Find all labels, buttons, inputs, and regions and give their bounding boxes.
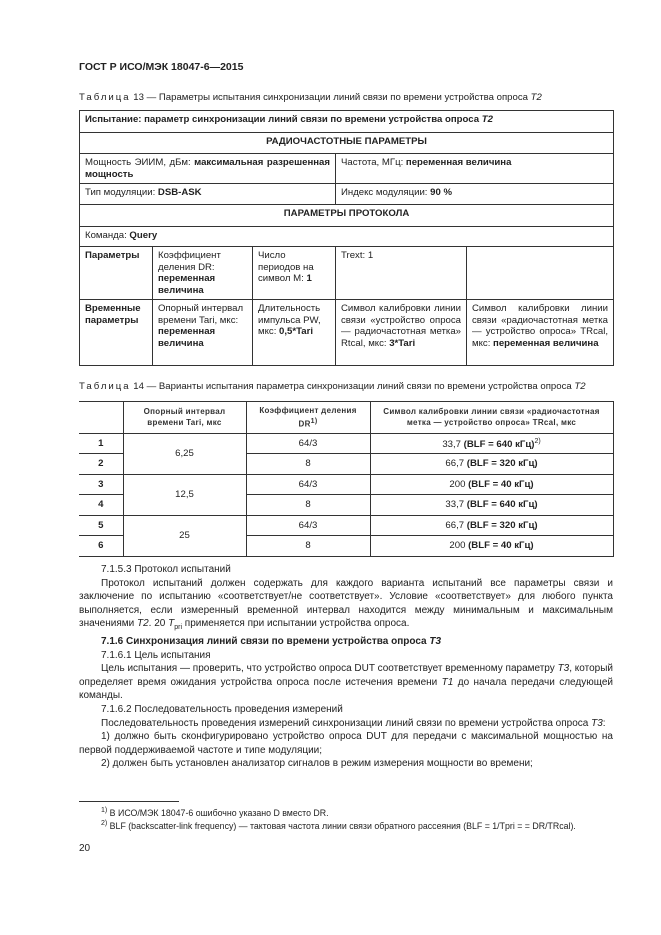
- text: Цель испытания — проверить, что устройство опроса DUT соответствует временному параметру: [101, 663, 558, 675]
- footnote-mark: 2): [101, 820, 108, 827]
- value: Query: [129, 230, 158, 241]
- text: :: [602, 717, 606, 729]
- paragraph-sequence: [79, 717, 613, 731]
- label: Длительность импульса PW, мкс:: [258, 303, 321, 337]
- label: Параметры: [85, 250, 140, 261]
- dr-cell: 8: [246, 495, 370, 516]
- value: 90 %: [430, 187, 453, 198]
- label: Мощность ЭИИМ, дБм:: [85, 157, 195, 168]
- label: Символ калибровки линии связи «устройство опроса — радиочастотная метка» Rtcal, мкс:: [341, 303, 461, 349]
- modulation-cell: [80, 184, 336, 205]
- m-cell: [253, 247, 336, 300]
- body-text: [79, 563, 613, 771]
- symbol: T2: [136, 618, 149, 630]
- caption-text: 13 — Параметры испытания синхронизации линий связи по времени устройства опроса: [130, 92, 531, 103]
- table-14-caption: [79, 381, 586, 392]
- subscript: pri: [174, 624, 183, 632]
- list-item-1: 1) должно быть сконфигурировано устройство опроса DUT для передачи с максимальной мощностью на первой поддерживаемой частоте и типе модуляции;: [79, 731, 613, 756]
- value: 3*Tari: [389, 337, 416, 349]
- blf-value: (BLF = 40 кГц): [468, 478, 534, 490]
- footnote-divider: [79, 801, 179, 802]
- value: максимальная разрешенная мощность: [85, 157, 330, 180]
- rf-header: РАДИОЧАСТОТНЫЕ ПАРАМЕТРЫ: [80, 133, 614, 154]
- header-text: Коэффициент деления DR: [259, 406, 357, 429]
- trcal-cell: [467, 300, 614, 366]
- timing-label: [80, 300, 153, 366]
- footnote-ref: 1): [310, 418, 318, 425]
- tari-cell: [153, 300, 253, 366]
- row-number: 3: [79, 474, 123, 495]
- tari-cell: 6,25: [123, 433, 246, 474]
- empty-cell: [467, 247, 614, 300]
- frequency-cell: [336, 154, 614, 184]
- trcal-value: 66,7: [445, 519, 467, 531]
- label: Опорный интервал времени Tari, мкс:: [158, 303, 244, 326]
- text: . 20: [148, 618, 169, 630]
- dr-cell: 8: [246, 454, 370, 475]
- dr-cell: [153, 247, 253, 300]
- value: переменная величина: [405, 157, 512, 168]
- label: Число периодов на символ M:: [258, 250, 314, 284]
- value: DSB-ASK: [157, 187, 202, 198]
- footnote-2: [79, 818, 613, 832]
- rtcal-cell: [336, 300, 467, 366]
- table-13: [79, 110, 614, 366]
- protocol-header: ПАРАМЕТРЫ ПРОТОКОЛА: [80, 205, 614, 227]
- table-13-caption: [79, 92, 542, 103]
- dr-cell: 64/3: [246, 474, 370, 495]
- symbol: T1: [441, 676, 454, 688]
- text: 7.1.6 Синхронизация линий связи по времени устройства опроса: [101, 635, 430, 647]
- dr-cell: 64/3: [246, 433, 370, 454]
- trcal-value: 200: [449, 540, 469, 552]
- page-number: 20: [79, 843, 91, 854]
- blf-value: (BLF = 640 кГц): [466, 499, 538, 511]
- table-row: [79, 474, 613, 495]
- dr-header: [246, 402, 370, 434]
- command-cell: [80, 227, 614, 247]
- blf-value: (BLF = 40 кГц): [468, 540, 534, 552]
- title-text: Испытание: параметр синхронизации линий связи по времени устройства опроса: [85, 114, 482, 125]
- value: 0,5*Tari: [279, 326, 313, 337]
- paragraph-purpose: [79, 662, 613, 703]
- blf-value: (BLF = 320 кГц): [466, 458, 538, 470]
- caption-symbol: T2: [530, 92, 542, 103]
- caption-prefix: Таблица: [79, 92, 131, 103]
- trcal-cell: [370, 515, 613, 536]
- label: Коэффициент деления DR:: [158, 250, 221, 273]
- row-number: 1: [79, 433, 123, 454]
- label: Частота, МГц:: [341, 157, 406, 168]
- test-title-cell: [80, 111, 614, 133]
- section-7-1-6-1-heading: 7.1.6.1 Цель испытания: [101, 649, 211, 661]
- caption-symbol: T2: [574, 381, 586, 392]
- value: 1: [306, 273, 312, 284]
- trcal-cell: [370, 536, 613, 557]
- text: применяется при испытании устройства опроса.: [182, 618, 410, 630]
- pw-cell: [253, 300, 336, 366]
- table-14: [79, 401, 614, 557]
- trcal-cell: [370, 454, 613, 475]
- tari-cell: 25: [123, 515, 246, 556]
- trcal-value: 200: [449, 478, 469, 490]
- symbol: T3: [557, 663, 570, 675]
- trcal-value: 66,7: [445, 458, 467, 470]
- trcal-header: Символ калибровки линии связи «радиочастотная метка — устройство опроса» TRcal, мкс: [370, 402, 613, 434]
- row-number: 4: [79, 495, 123, 516]
- title-symbol: T2: [481, 114, 493, 125]
- section-7-1-6-2-heading: 7.1.6.2 Последовательность проведения измерений: [101, 703, 343, 715]
- value: переменная величина: [493, 337, 599, 349]
- label: Временные параметры: [85, 303, 141, 326]
- dr-cell: 8: [246, 536, 370, 557]
- table-row: [79, 515, 613, 536]
- row-number: 6: [79, 536, 123, 557]
- document-header: ГОСТ Р ИСО/МЭК 18047-6—2015: [79, 61, 244, 73]
- section-7-1-5-3-heading: 7.1.5.3 Протокол испытаний: [101, 564, 231, 575]
- trcal-cell: [370, 474, 613, 495]
- label: Символ калибровки линии связи «радиочастотная метка — устройство опроса» TRcal, мкс:: [472, 303, 609, 349]
- label: Индекс модуляции:: [341, 187, 431, 198]
- value: переменная величина: [158, 273, 216, 296]
- tari-cell: 12,5: [123, 474, 246, 515]
- footnote-mark: 1): [101, 807, 108, 814]
- row-number: 2: [79, 454, 123, 475]
- value: переменная величина: [158, 326, 216, 349]
- trcal-cell: [370, 495, 613, 516]
- label: Тип модуляции:: [85, 187, 158, 198]
- symbol: T3: [429, 635, 442, 647]
- trcal-cell: [370, 433, 613, 454]
- caption-prefix: Таблица: [79, 381, 131, 392]
- params-label: [80, 247, 153, 300]
- symbol: T3: [591, 717, 603, 729]
- trcal-value: 33,7: [445, 499, 467, 511]
- section-7-1-6-heading: [79, 635, 613, 649]
- table-row: [79, 433, 613, 454]
- number-header: [79, 402, 123, 434]
- text: Протокол испытаний должен содержать для каждого варианта испытаний все параметры связи и заключение по испытанию «соответствует/не соответствует». Условие «соответствует» для любого пункта выполняется, если измеренный временной интервал находится между минимальным и максимальным значениями: [79, 577, 613, 630]
- blf-value: (BLF = 640 кГц): [463, 439, 535, 451]
- text: до начала передачи следующей команды.: [79, 676, 613, 702]
- list-item-2: 2) должен быть установлен анализатор сигналов в режим измерения мощности во времени;: [101, 758, 533, 770]
- tari-header: Опорный интервал времени Tari, мкс: [123, 402, 246, 434]
- footnote-ref: 2): [534, 438, 541, 446]
- power-cell: [80, 154, 336, 184]
- label: Команда:: [85, 230, 130, 241]
- row-number: 5: [79, 515, 123, 536]
- text: , который определяет время ожидания устройства опроса после истечения времени: [79, 663, 614, 688]
- symbol: T: [168, 618, 175, 630]
- paragraph-protocol: [79, 577, 613, 635]
- text: Последовательность проведения измерений синхронизации линий связи по времени устройства опроса: [101, 717, 592, 729]
- dr-cell: 64/3: [246, 515, 370, 536]
- footnote-text: BLF (backscatter-link frequency) — тактовая частота линии связи обратного рассеяния (BLF = 1/Tpri = = DR/TRcal).: [107, 820, 576, 831]
- blf-value: (BLF = 320 кГц): [466, 519, 538, 531]
- mod-index-cell: [336, 184, 614, 205]
- trcal-value: 33,7: [442, 439, 464, 451]
- footnote-text: В ИСО/МЭК 18047-6 ошибочно указано D вместо DR.: [107, 807, 329, 818]
- caption-text: 14 — Варианты испытания параметра синхронизации линий связи по времени устройства опроса: [130, 381, 575, 392]
- trext-cell: Trext: 1: [336, 247, 467, 300]
